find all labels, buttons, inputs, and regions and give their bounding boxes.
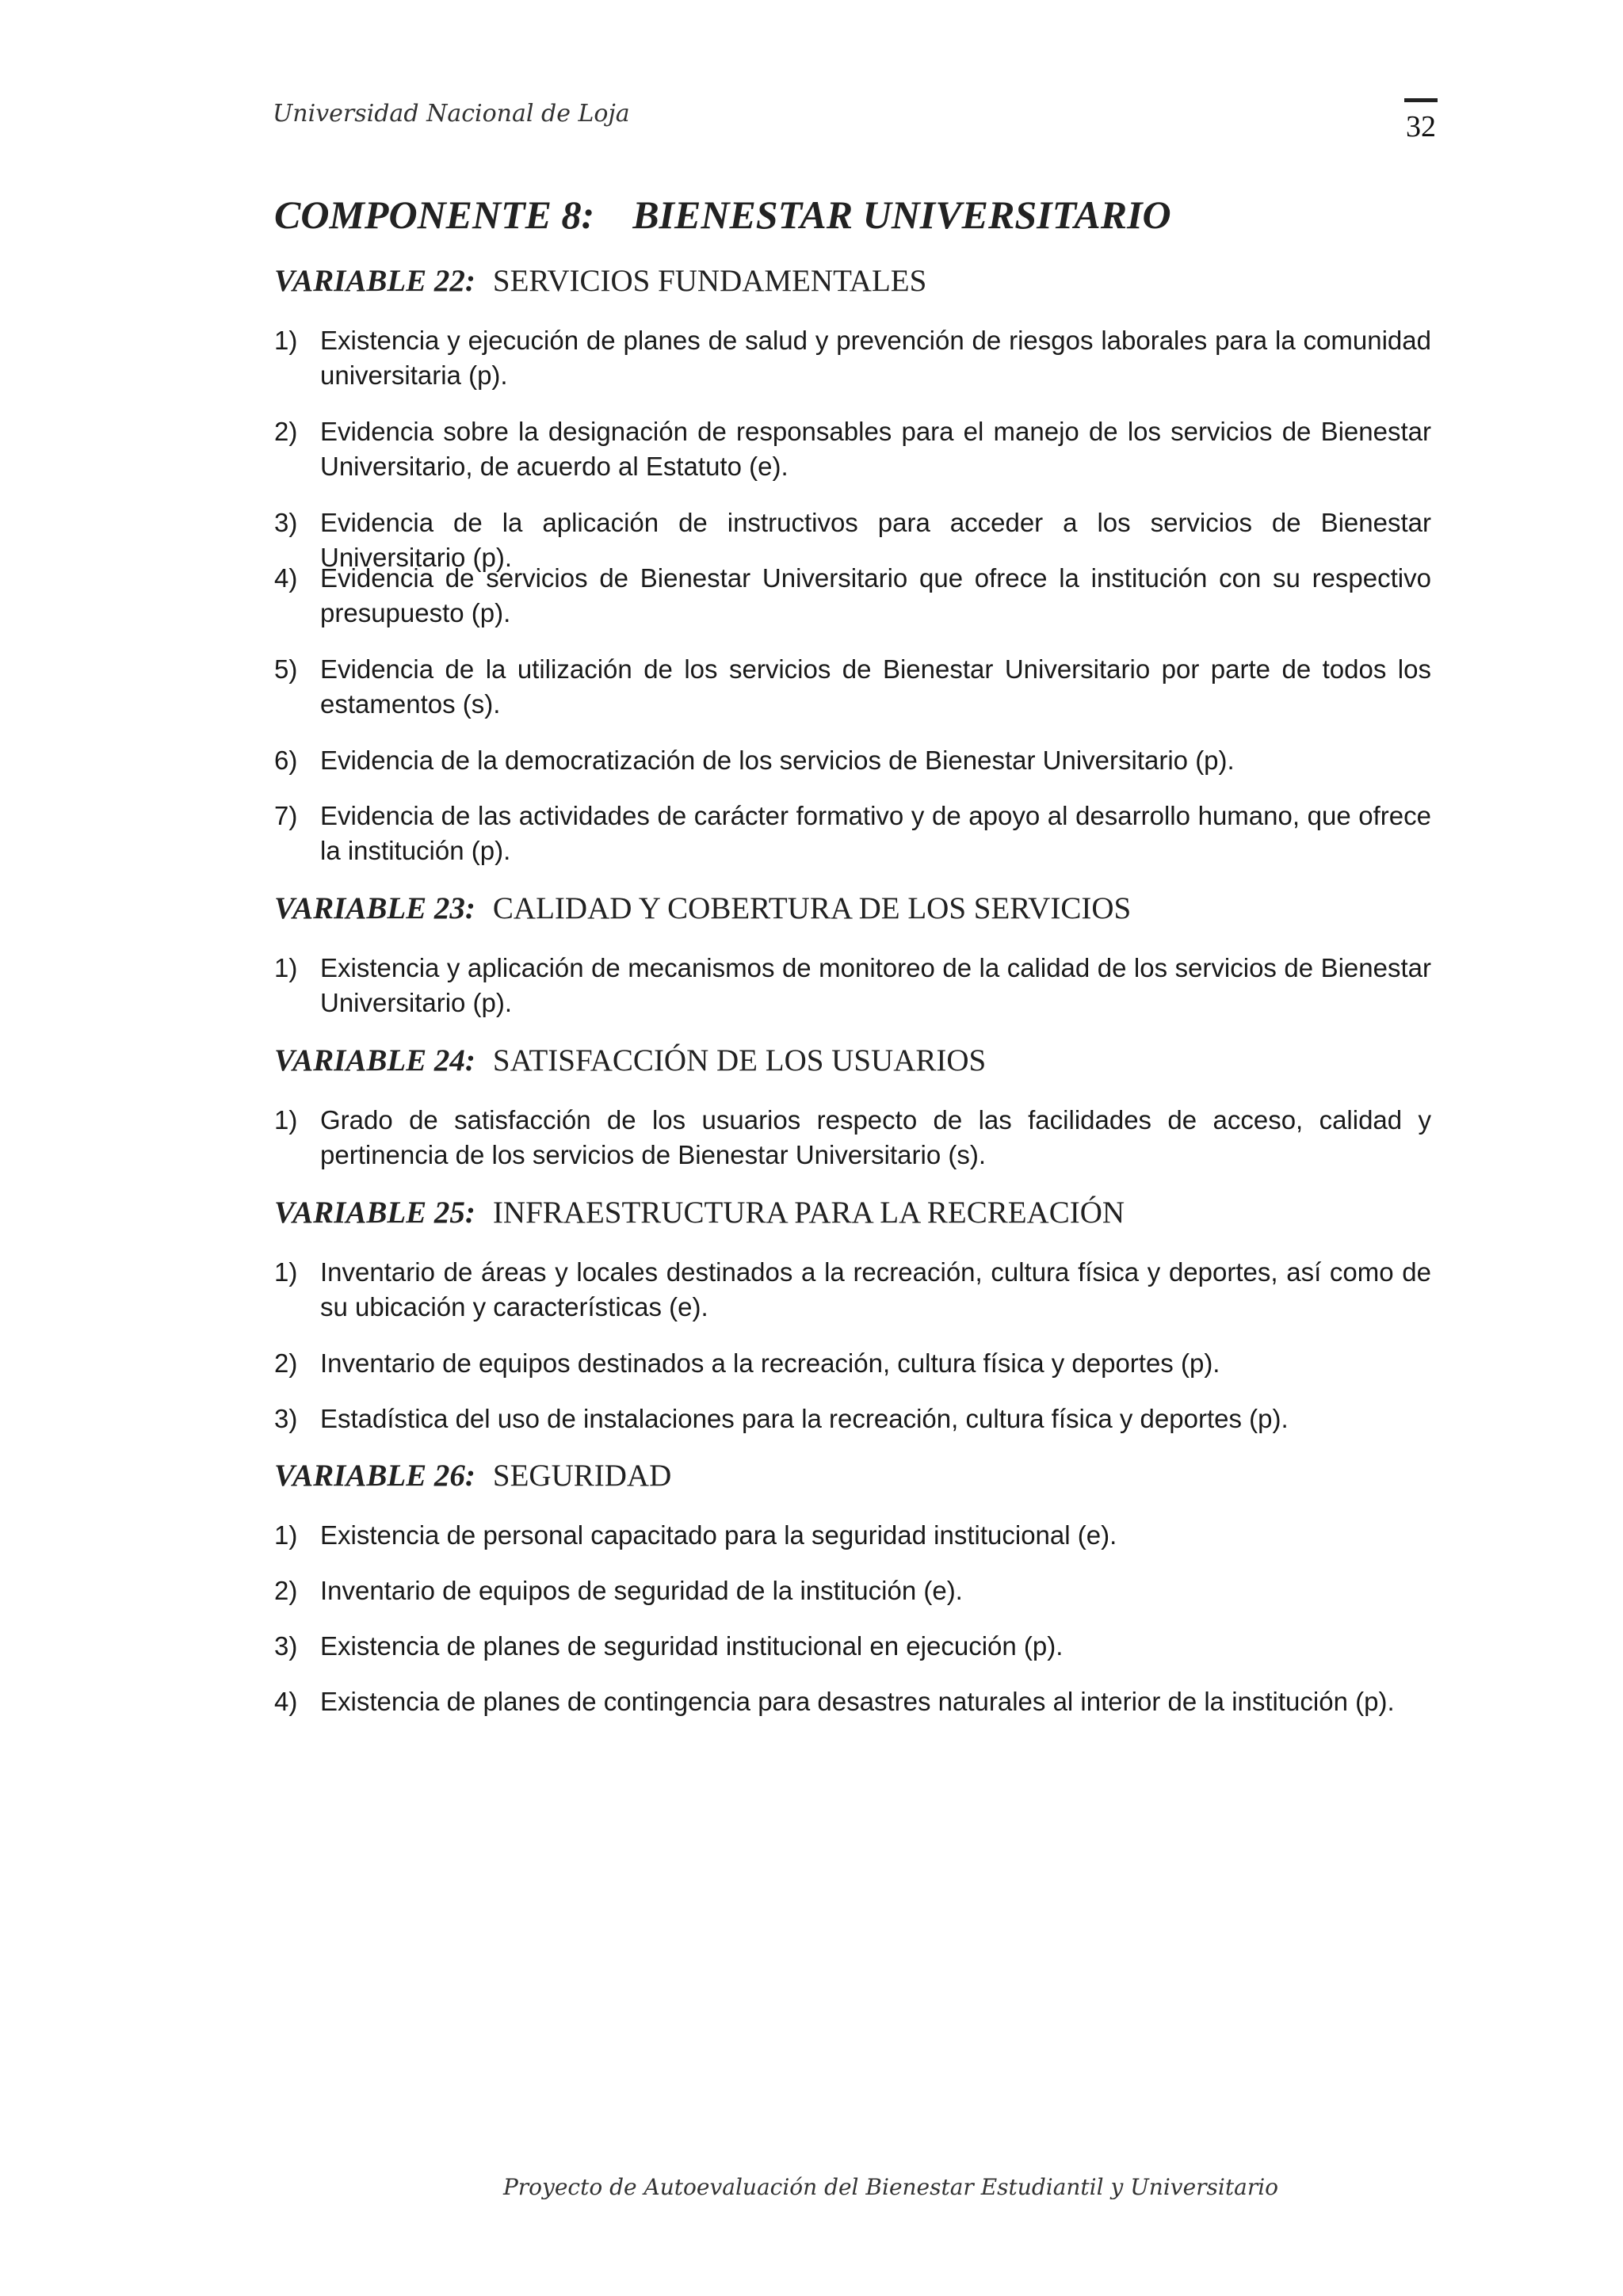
list-item [274, 799, 1431, 868]
item-number: 3) [274, 508, 298, 537]
item-text: Existencia y ejecución de planes de salud y prevención de riesgos laborales para la comunidad universitaria (p). [320, 326, 1431, 390]
component-title: BIENESTAR UNIVERSITARIO [632, 193, 1171, 237]
variable-heading [274, 891, 1131, 926]
list-item [274, 743, 1431, 778]
variable-label: VARIABLE 24: [274, 1043, 475, 1077]
item-text: Evidencia de la utilización de los servicios de Bienestar Universitario por parte de todos los estamentos (s). [320, 654, 1431, 719]
item-text: Evidencia de servicios de Bienestar Universitario que ofrece la institución con su respectivo presupuesto (p). [320, 563, 1431, 627]
item-text: Inventario de equipos destinados a la recreación, cultura física y deportes (p). [320, 1348, 1220, 1378]
component-heading [274, 192, 1171, 238]
item-text: Estadística del uso de instalaciones para la recreación, cultura física y deportes (p). [320, 1404, 1289, 1433]
item-number: 1) [274, 1257, 298, 1287]
item-number: 3) [274, 1404, 298, 1433]
variable-heading [274, 1043, 986, 1078]
list-item [274, 1402, 1431, 1436]
variable-heading [274, 1195, 1125, 1230]
variable-heading [274, 263, 926, 299]
item-text: Evidencia sobre la designación de responsables para el manejo de los servicios de Bienestar Universitario, de acuerdo al Estatuto (e). [320, 417, 1431, 481]
item-text: Inventario de equipos de seguridad de la institución (e). [320, 1576, 963, 1605]
variable-title: INFRAESTRUCTURA PARA LA RECREACIÓN [492, 1196, 1125, 1230]
variable-title: CALIDAD Y COBERTURA DE LOS SERVICIOS [492, 891, 1132, 925]
variable-label: VARIABLE 22: [274, 264, 475, 298]
item-number: 3) [274, 1631, 298, 1661]
item-number: 7) [274, 801, 298, 830]
item-number: 1) [274, 326, 298, 355]
item-number: 2) [274, 417, 298, 446]
item-number: 1) [274, 1520, 298, 1550]
variable-title: SEGURIDAD [492, 1459, 672, 1493]
item-text: Grado de satisfacción de los usuarios respecto de las facilidades de acceso, calidad y pertinencia de los servicios de Bienestar Universitario (s). [320, 1105, 1431, 1169]
list-item [274, 323, 1431, 393]
list-item [274, 1518, 1431, 1553]
item-text: Existencia de planes de contingencia para desastres naturales al interior de la institución (p). [320, 1687, 1395, 1716]
list-item [274, 414, 1431, 484]
list-item [274, 1684, 1431, 1719]
item-text: Existencia de personal capacitado para la seguridad institucional (e). [320, 1520, 1117, 1550]
item-number: 4) [274, 1687, 298, 1716]
list-item [274, 652, 1431, 722]
item-text: Evidencia de la democratización de los servicios de Bienestar Universitario (p). [320, 746, 1235, 775]
variable-title: SATISFACCIÓN DE LOS USUARIOS [492, 1043, 987, 1077]
page-footer: Proyecto de Autoevaluación del Bienestar Estudiantil y Universitario [502, 2174, 1279, 2200]
variable-title: SERVICIOS FUNDAMENTALES [492, 264, 927, 298]
list-item [274, 1255, 1431, 1325]
list-item [274, 561, 1431, 631]
item-text: Existencia y aplicación de mecanismos de monitoreo de la calidad de los servicios de Bienestar Universitario (p). [320, 953, 1431, 1017]
list-item [274, 1103, 1431, 1173]
item-text: Evidencia de la aplicación de instructivos para acceder a los servicios de Bienestar Universitario (p). [320, 508, 1431, 572]
item-number: 4) [274, 563, 298, 593]
item-number: 2) [274, 1576, 298, 1605]
item-number: 5) [274, 654, 298, 684]
item-number: 1) [274, 953, 298, 982]
item-number: 2) [274, 1348, 298, 1378]
list-item [274, 951, 1431, 1020]
variable-label: VARIABLE 23: [274, 891, 475, 925]
item-number: 6) [274, 746, 298, 775]
list-item [274, 1573, 1431, 1608]
variable-heading [274, 1458, 671, 1493]
variable-label: VARIABLE 26: [274, 1459, 475, 1493]
item-text: Existencia de planes de seguridad institucional en ejecución (p). [320, 1631, 1064, 1661]
variable-label: VARIABLE 25: [274, 1196, 475, 1230]
page-number: 32 [1406, 110, 1436, 143]
list-item [274, 1629, 1431, 1664]
component-label: COMPONENTE 8: [274, 193, 595, 237]
running-header: Universidad Nacional de Loja [273, 100, 630, 128]
item-text: Inventario de áreas y locales destinados a la recreación, cultura física y deportes, así como de su ubicación y características (e). [320, 1257, 1431, 1322]
page-number-rule [1404, 98, 1438, 102]
item-text: Evidencia de las actividades de carácter formativo y de apoyo al desarrollo humano, que ofrece la institución (p). [320, 801, 1431, 865]
item-number: 1) [274, 1105, 298, 1135]
list-item [274, 1346, 1431, 1381]
